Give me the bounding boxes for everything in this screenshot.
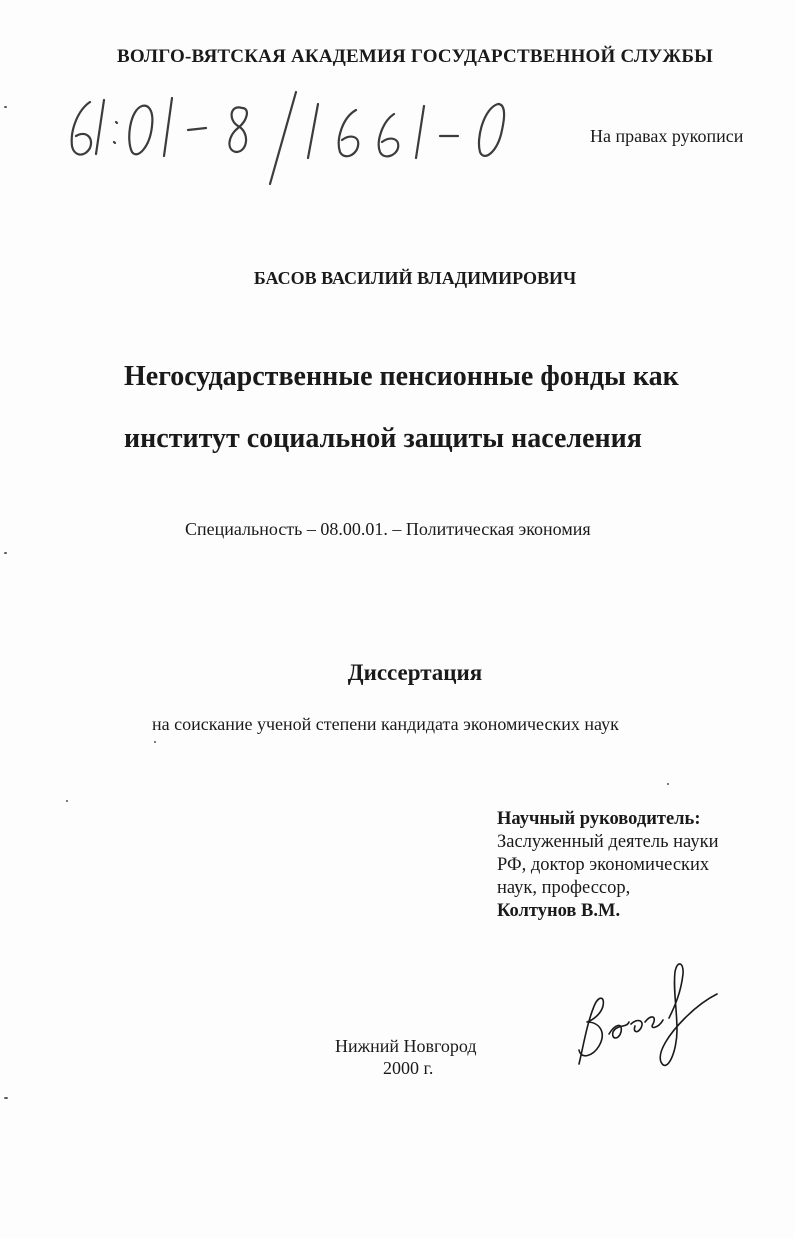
scan-speck xyxy=(66,800,68,802)
scan-speck xyxy=(667,783,669,785)
supervisor-heading: Научный руководитель: xyxy=(497,809,701,829)
scan-speck xyxy=(4,106,7,108)
year: 2000 г. xyxy=(383,1058,434,1078)
document-type: Диссертация xyxy=(347,660,483,685)
degree-statement: на соискание ученой степени кандидата экономических наук xyxy=(152,714,619,734)
specialty: Специальность – 08.00.01. – Политическая экономия xyxy=(185,519,591,539)
author-name: БАСОВ ВАСИЛИЙ ВЛАДИМИРОВИЧ xyxy=(253,268,577,288)
handwritten-catalog-number xyxy=(60,80,530,190)
supervisor-title-line-3: наук, профессор, xyxy=(497,878,631,898)
supervisor-title-line-1: Заслуженный деятель науки xyxy=(497,832,719,852)
rights-note: На правах рукописи xyxy=(590,126,744,146)
dissertation-title-line-2: институт социальной защиты населения xyxy=(124,423,642,454)
city: Нижний Новгород xyxy=(335,1036,477,1056)
supervisor-name: Колтунов В.М. xyxy=(497,901,621,921)
dissertation-title-line-1: Негосударственные пенсионные фонды как xyxy=(124,361,679,392)
scan-speck xyxy=(4,552,7,554)
supervisor-title-line-2: РФ, доктор экономических xyxy=(497,855,710,875)
supervisor-block xyxy=(497,808,718,923)
scan-speck xyxy=(154,741,156,743)
author-signature xyxy=(565,952,725,1077)
scan-speck xyxy=(4,1097,8,1099)
academy-name: ВОЛГО-ВЯТСКАЯ АКАДЕМИЯ ГОСУДАРСТВЕННОЙ СЛУЖБЫ xyxy=(116,46,714,67)
